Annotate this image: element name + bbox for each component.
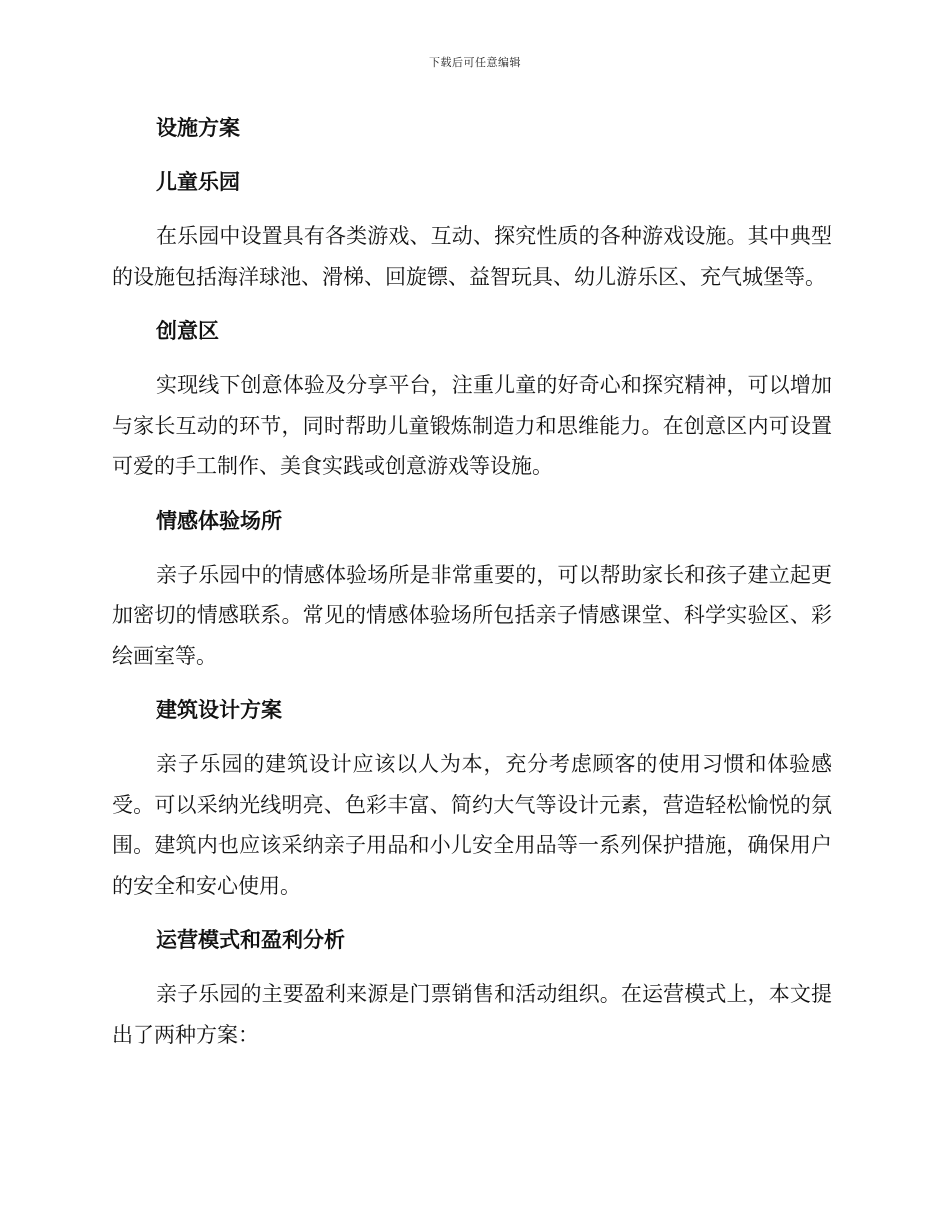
paragraph-architecture: 亲子乐园的建筑设计应该以人为本，充分考虑顾客的使用习惯和体验感受。可以采纳光线明亮、色彩丰富、简约大气等设计元素，营造轻松愉悦的氛围。建筑内也应该采纳亲子用品和小儿安全用品等一系列保护措施，确保用户的安全和安心使用。 (112, 752, 832, 898)
section-heading-creative-zone: 创意区 (156, 319, 219, 343)
paragraph-kids-park: 在乐园中设置具有各类游戏、互动、探究性质的各种游戏设施。其中典型的设施包括海洋球池、滑梯、回旋镖、益智玩具、幼儿游乐区、充气城堡等。 (112, 224, 832, 289)
document-body (112, 108, 832, 1069)
section-heading-operations: 运营模式和盈利分析 (156, 928, 345, 952)
section-heading-kids-park: 儿童乐园 (156, 170, 240, 194)
section-heading-facilities: 设施方案 (156, 116, 240, 140)
section-heading-architecture: 建筑设计方案 (156, 698, 282, 722)
header-note: 下载后可任意编辑 (429, 56, 521, 69)
paragraph-creative-zone: 实现线下创意体验及分享平台，注重儿童的好奇心和探究精神，可以增加与家长互动的环节，同时帮助儿童锻炼制造力和思维能力。在创意区内可设置可爱的手工制作、美食实践或创意游戏等设施。 (112, 373, 832, 478)
paragraph-emotional-space: 亲子乐园中的情感体验场所是非常重要的，可以帮助家长和孩子建立起更加密切的情感联系。常见的情感体验场所包括亲子情感课堂、科学实验区、彩绘画室等。 (112, 562, 832, 668)
section-heading-emotional-space: 情感体验场所 (156, 508, 282, 533)
paragraph-operations: 亲子乐园的主要盈利来源是门票销售和活动组织。在运营模式上，本文提出了两种方案： (112, 982, 832, 1047)
